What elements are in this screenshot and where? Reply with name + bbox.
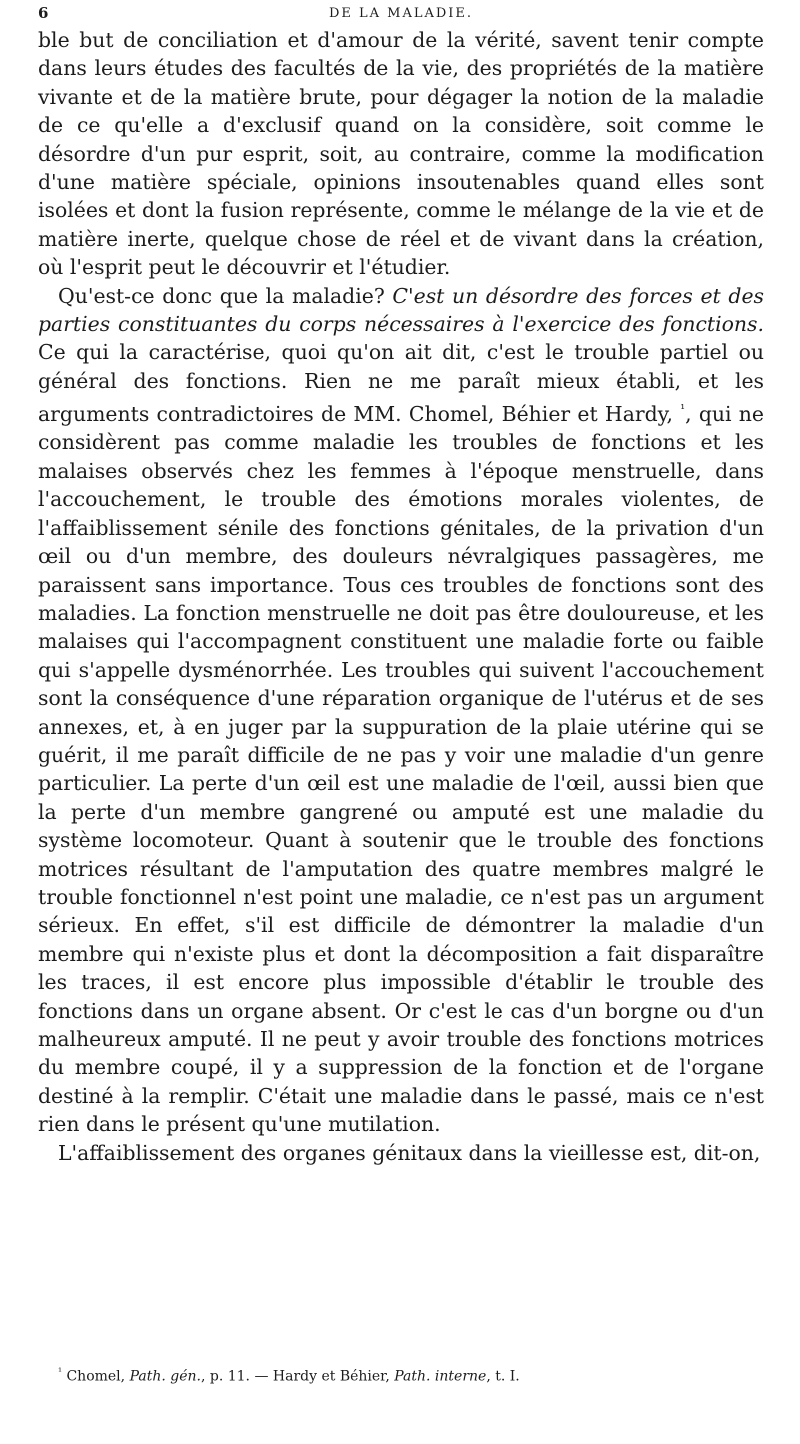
footnote — [58, 1364, 758, 1386]
footnote-reference[interactable]: ¹ — [680, 402, 686, 417]
footnote-work-title-2: Path. interne — [394, 1368, 487, 1385]
paragraph-continuation — [38, 26, 764, 282]
footnote-reference-text: , p. 11. — Hardy et Béhier, — [200, 1368, 395, 1385]
paragraph-2-text-a: Ce qui la caractérise, quoi qu'on ait dit, c'est le trouble partiel ou général des fonctions. Rien ne me paraît mieux établi, et les arguments contradictoires de MM. Chomel, Béhier et Hardy, — [38, 340, 764, 427]
footnote-marker: ¹ — [58, 1367, 63, 1378]
definition-italic: C'est un désordre des forces et des parties constituantes du corps nécessaires à l'exercice des fonctions. — [38, 283, 764, 337]
paragraph-3-text: L'affaiblissement des organes génitaux dans la vieillesse est, dit-on, — [58, 1140, 761, 1165]
footnote-author: Chomel, — [62, 1368, 130, 1385]
footnote-work-title: Path. gén. — [129, 1368, 201, 1385]
question-text: Qu'est-ce donc que la maladie? — [58, 283, 393, 308]
running-title: DE LA MALADIE. — [328, 6, 474, 21]
paragraph-2-text-b: , qui ne considèrent pas comme maladie les troubles de fonctions et les malaises observés chez les femmes à l'époque menstruelle, dans l'accouchement, le trouble des émotions morales violentes, de l'affaiblissement sénile des fonctions génitales, de la privation d'un œil ou d'un membre, des douleurs névralgiques passagères, me paraissent sans importance. Tous ces troubles de fonctions sont des maladies. La fonction menstruelle ne doit pas être douloureuse, et les malaises qui l'accompagnent constituent une maladie forte ou faible qui s'appelle dysménorrhée. Les troubles qui suivent l'accouchement sont la conséquence d'une réparation organique de l'utérus et de ses annexes, et, à en juger par la suppuration de la plaie utérine qui se guérit, il me paraît difficile de ne pas y voir une maladie d'un genre particulier. La perte d'un œil est une maladie de l'œil, aussi bien que la perte d'un membre gangrené ou amputé est une maladie du système locomoteur. Quant à soutenir que le trouble des fonctions motrices résultant de l'amputation des quatre membres malgré le trouble fonctionnel n'est point une maladie, ce n'est pas un argument sérieux. En effet, s'il est difficile de démontrer la maladie d'un membre qui n'existe plus et dont la décomposition a fait disparaître les traces, il est encore plus impossible d'établir le trouble des fonctions dans un organe absent. Or c'est le cas d'un borgne ou d'un malheureux amputé. Il ne peut y avoir trouble des fonctions motrices du membre coupé, il y a suppression de la fonction et de l'organe destiné à la remplir. C'était une maladie dans le passé, mais ce n'est rien dans le présent qu'une mutilation. — [38, 402, 764, 1137]
page-number: 6 — [38, 4, 50, 22]
paragraph-1-text: ble but de conciliation et d'amour de la vérité, savent tenir compte dans leurs études des facultés de la vie, des propriétés de la matière vivante et de la matière brute, pour dégager la notion de la maladie de ce qu'elle a d'exclusif quand on la considère, soit comme le désordre d'un pur esprit, soit, au contraire, comme la modification d'une matière spéciale, opinions insoutenables quand elles sont isolées et dont la fusion représente, comme le mélange de la vie et de matière inerte, quelque chose de réel et de vivant dans la création, où l'esprit peut le découvrir et l'étudier. — [38, 28, 764, 280]
paragraph-last — [38, 1139, 764, 1167]
paragraph-definition — [38, 282, 764, 1139]
body-text — [38, 26, 764, 1167]
footnote-reference-text-2: , t. I. — [486, 1368, 520, 1385]
running-head — [38, 4, 764, 24]
